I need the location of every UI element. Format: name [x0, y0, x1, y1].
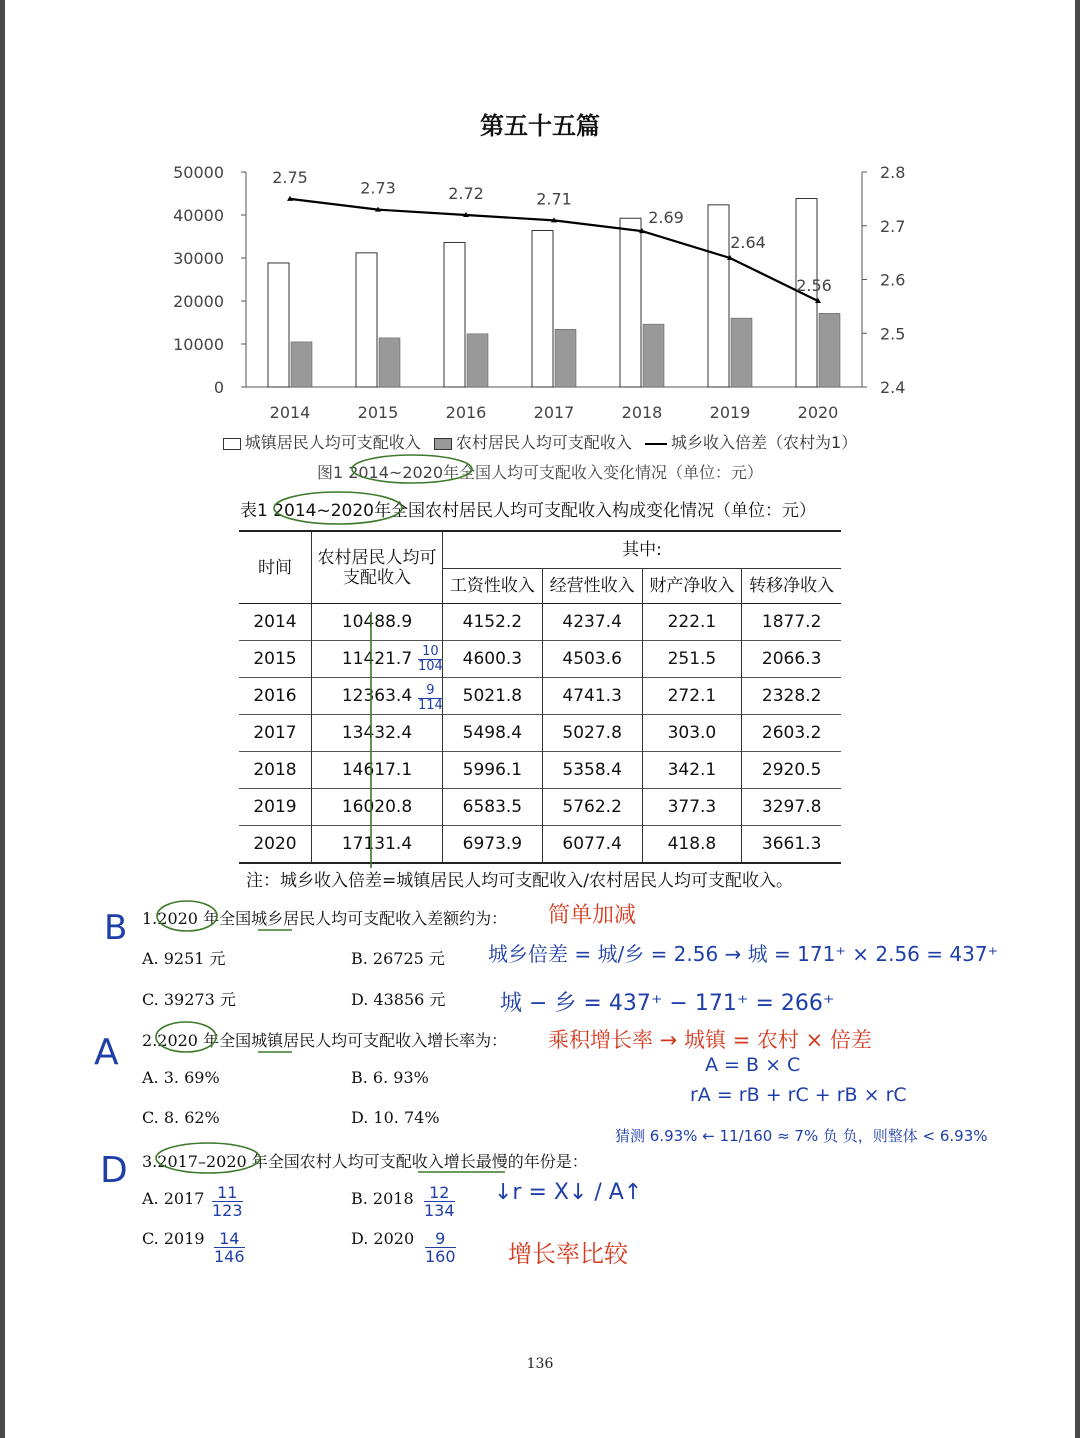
q2-option-b: B. 6. 93%: [351, 1068, 429, 1087]
th-time: 时间: [239, 531, 312, 604]
table-note: 注：城乡收入倍差=城镇居民人均可支配收入/农村居民人均可支配收入。: [246, 871, 793, 891]
table-cell: 1877.2: [742, 604, 841, 641]
hw-frac-2015: 10 104: [418, 644, 443, 674]
figure-caption: 图1 2014~2020年全国人均可支配收入变化情况（单位：元）: [316, 463, 764, 482]
circle-mark: [157, 901, 217, 931]
table-cell: 5021.8: [443, 678, 543, 715]
ratio-label: 2.75: [272, 167, 308, 187]
table-cell: 6077.4: [542, 826, 642, 864]
table-cell: 2019: [253, 797, 297, 817]
ratio-label: 2.69: [648, 208, 684, 228]
th-sub-2: 经营性收入: [542, 569, 642, 604]
table-cell: 6583.5: [443, 789, 543, 826]
table-cell: 5996.1: [443, 752, 543, 789]
x-tick-label: 2016: [445, 403, 487, 422]
ratio-label: 2.71: [536, 189, 572, 209]
q2-option-c: C. 8. 62%: [142, 1108, 220, 1127]
q3-option-a: A. 2017: [142, 1189, 205, 1208]
x-tick-label: 2018: [621, 403, 663, 422]
ratio-label: 2.73: [360, 178, 396, 198]
table-cell: 5762.2: [542, 789, 642, 826]
hw-frac-c: 14 146: [214, 1229, 245, 1266]
ratio-label: 2.56: [796, 276, 832, 295]
table-cell: 272.1: [642, 678, 742, 715]
table-cell: 6973.9: [443, 826, 543, 864]
circle-mark: [274, 492, 402, 524]
table-cell: 2920.5: [742, 752, 841, 789]
y-tick-label-right: 2.7: [880, 216, 906, 236]
q3-stem: 3.2017–2020 年全国农村人均可支配收入增长最慢的年份是：: [142, 1152, 588, 1171]
hw-answer-2: A: [94, 1032, 119, 1073]
hw-q1-line1: 城乡倍差 = 城/乡 = 2.56 → 城 = 171⁺ × 2.56 = 437⁺: [488, 942, 999, 966]
table-cell: 303.0: [642, 715, 742, 752]
hw-q3-formula: ↓r = X↓ / A↑: [494, 1180, 643, 1205]
x-tick-label: 2019: [709, 403, 751, 422]
table-cell: 2017: [253, 723, 297, 743]
th-sub-1: 工资性收入: [443, 569, 543, 604]
table-cell: 4741.3: [542, 678, 642, 715]
page-number: 136: [526, 1356, 554, 1372]
q1-option-c: C. 39273 元: [142, 990, 236, 1009]
y-tick-label-right: 2.8: [880, 163, 906, 182]
y-tick-label-right: 2.6: [880, 270, 906, 290]
table-cell: 2328.2: [742, 678, 841, 715]
table-cell: 4152.2: [443, 604, 543, 641]
legend-ratio: 城乡收入倍差（农村为1）: [643, 433, 859, 452]
table-cell: 4503.6: [542, 641, 642, 678]
q2-option-d: D. 10. 74%: [351, 1108, 440, 1127]
table-cell: 16020.8: [312, 789, 443, 826]
th-sub-4: 转移净收入: [742, 569, 841, 604]
y-tick-label-right: 2.5: [880, 324, 906, 344]
table-cell: 5358.4: [542, 752, 642, 789]
circle-mark: [352, 455, 472, 483]
table-cell: 2020: [253, 834, 297, 854]
hw-answer-1: B: [104, 908, 128, 948]
ratio-label: 2.64: [730, 233, 766, 252]
page-title: 第五十五篇: [480, 111, 600, 140]
table-cell: 222.1: [642, 604, 742, 641]
table-cell: 17131.4: [312, 826, 443, 864]
hw-q1-line2: 城 − 乡 = 437⁺ − 171⁺ = 266⁺: [500, 991, 835, 1016]
table-cell: 3297.8: [742, 789, 841, 826]
hw-q2-note: 乘积增长率 → 城镇 = 农村 × 倍差: [548, 1028, 872, 1052]
table-cell: 5027.8: [542, 715, 642, 752]
x-tick-label: 2015: [357, 403, 399, 422]
legend-urban: 城镇居民人均可支配收入: [221, 433, 423, 452]
table-cell: 2016: [253, 686, 297, 706]
table-cell: 377.3: [642, 789, 742, 826]
hw-q2-line2: rA = rB + rC + rB × rC: [690, 1084, 907, 1106]
q1-option-d: D. 43856 元: [351, 990, 446, 1009]
q2-option-a: A. 3. 69%: [142, 1068, 220, 1087]
hw-q1-note: 简单加减: [548, 903, 637, 928]
q1-option-a: A. 9251 元: [142, 949, 226, 968]
table-cell: 12363.4: [312, 678, 443, 715]
table-cell: 2066.3: [742, 641, 841, 678]
table-cell: 10488.9: [312, 604, 443, 641]
q1-option-b: B. 26725 元: [351, 949, 445, 968]
hw-q2-line3: 猜测 6.93% ← 11/160 ≈ 7% 负 负，则整体 < 6.93%: [615, 1127, 988, 1145]
ratio-label: 2.72: [448, 184, 484, 203]
table-cell: 251.5: [642, 641, 742, 678]
y-tick-label-left: 50000: [173, 163, 224, 182]
y-tick-label-left: 40000: [173, 206, 224, 225]
table-cell: 418.8: [642, 826, 742, 864]
table-cell: 11421.7: [312, 641, 443, 678]
table-cell: 342.1: [642, 752, 742, 789]
q3-option-b: B. 2018: [351, 1189, 414, 1208]
hw-frac-b: 12 134: [424, 1183, 455, 1220]
table-cell: 2603.2: [742, 715, 841, 752]
th-group: 其中:: [443, 531, 842, 569]
x-tick-label: 2017: [533, 403, 575, 422]
hw-q3-note: 增长率比较: [508, 1240, 628, 1268]
hw-answer-3: D: [100, 1150, 128, 1191]
q2-stem: 2.2020 年全国城镇居民人均可支配收入增长率为：: [142, 1031, 508, 1050]
table-cell: 4237.4: [542, 604, 642, 641]
x-tick-label: 2014: [269, 403, 311, 422]
th-sub-3: 财产净收入: [642, 569, 742, 604]
table-cell: 2015: [253, 649, 297, 669]
y-tick-label-left: 20000: [173, 292, 224, 311]
table-cell: 13432.4: [312, 715, 443, 752]
th-total: 农村居民人均可支配收入: [312, 531, 443, 604]
table-cell: 4600.3: [443, 641, 543, 678]
table-cell: 14617.1: [312, 752, 443, 789]
y-tick-label-left: 0: [213, 378, 224, 397]
hw-q2-line1: A = B × C: [705, 1054, 801, 1076]
y-tick-label-left: 30000: [173, 249, 224, 268]
table-cell: 2018: [253, 760, 297, 780]
q3-option-c: C. 2019: [142, 1229, 205, 1248]
q3-option-d: D. 2020: [351, 1229, 415, 1248]
hw-frac-d: 9 160: [425, 1229, 456, 1266]
y-tick-label-right: 2.4: [880, 378, 906, 397]
circle-mark: [156, 1022, 216, 1052]
table-cell: 2014: [253, 612, 297, 632]
q1-stem: 1.2020 年全国城乡居民人均可支配收入差额约为：: [142, 909, 508, 928]
hw-frac-2016: 9 114: [418, 683, 443, 713]
y-tick-label-left: 10000: [173, 335, 224, 354]
table-cell: 3661.3: [742, 826, 841, 864]
hw-frac-a: 11 123: [212, 1183, 243, 1220]
table-cell: 5498.4: [443, 715, 543, 752]
x-tick-label: 2020: [797, 403, 839, 422]
circle-mark: [156, 1143, 260, 1173]
table-title: 表1 2014~2020年全国农村居民人均可支配收入构成变化情况（单位：元）: [240, 501, 816, 521]
legend-rural: 农村居民人均可支配收入: [432, 433, 634, 452]
